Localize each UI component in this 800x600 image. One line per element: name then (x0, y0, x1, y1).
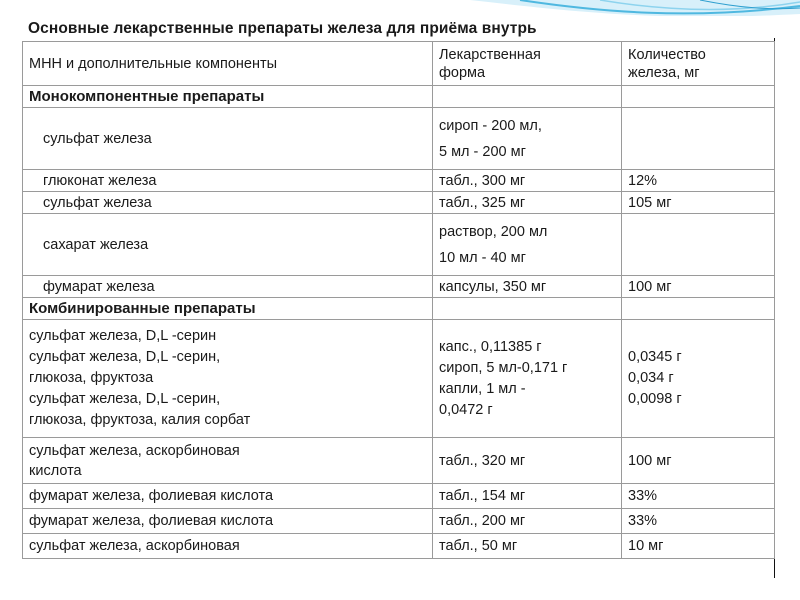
iron-amount: 100 мг (622, 438, 775, 484)
drug-name: фумарат железа (23, 276, 433, 298)
iron-amount: 100 мг (622, 276, 775, 298)
table-row (23, 108, 775, 170)
section-row-combo (23, 298, 775, 320)
header-dosage-form: Лекарственная форма (433, 42, 622, 86)
drug-form: табл., 200 мг (433, 509, 622, 534)
iron-amount (622, 108, 775, 170)
iron-drugs-table (22, 41, 775, 559)
header-iron-amount: Количество железа, мг (622, 42, 775, 86)
iron-amount: 33% (622, 509, 775, 534)
drug-form: капс., 0,11385 г сироп, 5 мл-0,171 г капли, 1 мл - 0,0472 г (433, 320, 622, 438)
table-row (23, 484, 775, 509)
iron-amount: 0,0345 г 0,034 г 0,0098 г (622, 320, 775, 438)
drug-form: табл., 154 мг (433, 484, 622, 509)
iron-amount (622, 214, 775, 276)
document-title: Основные лекарственные препараты железа для приёма внутрь (28, 20, 537, 37)
table-row (23, 534, 775, 559)
iron-amount: 105 мг (622, 192, 775, 214)
drug-name: сульфат железа, D,L -серин сульфат железа, D,L -серин, глюкоза, фруктоза сульфат железа, D,L -серин, глюкоза, фруктоза, калия сорбат (23, 320, 433, 438)
section-title-mono: Монокомпонентные препараты (23, 86, 433, 108)
drug-name: сульфат железа (23, 192, 433, 214)
table-row (23, 320, 775, 438)
section-title-combo: Комбинированные препараты (23, 298, 433, 320)
drug-name: сульфат железа, аскорбиновая (23, 534, 433, 559)
table-header-row (23, 42, 775, 86)
iron-amount: 12% (622, 170, 775, 192)
table-row (23, 276, 775, 298)
table-row (23, 438, 775, 484)
drug-name: сульфат железа, аскорбиновая кислота (23, 438, 433, 484)
iron-amount: 10 мг (622, 534, 775, 559)
drug-form: табл., 325 мг (433, 192, 622, 214)
table-row (23, 170, 775, 192)
drug-name: сахарат железа (23, 214, 433, 276)
drug-form: капсулы, 350 мг (433, 276, 622, 298)
drug-name: сульфат железа (23, 108, 433, 170)
header-inn: МНН и дополнительные компоненты (23, 42, 433, 86)
drug-form: табл., 300 мг (433, 170, 622, 192)
table-row (23, 214, 775, 276)
drug-form: раствор, 200 мл 10 мл - 40 мг (433, 214, 622, 276)
drug-name: фумарат железа, фолиевая кислота (23, 509, 433, 534)
section-row-mono (23, 86, 775, 108)
drug-form: сироп - 200 мл, 5 мл - 200 мг (433, 108, 622, 170)
drug-name: глюконат железа (23, 170, 433, 192)
drug-form: табл., 320 мг (433, 438, 622, 484)
document-page (22, 16, 774, 578)
drug-form: табл., 50 мг (433, 534, 622, 559)
iron-amount: 33% (622, 484, 775, 509)
drug-name: фумарат железа, фолиевая кислота (23, 484, 433, 509)
table-row (23, 509, 775, 534)
table-row (23, 192, 775, 214)
